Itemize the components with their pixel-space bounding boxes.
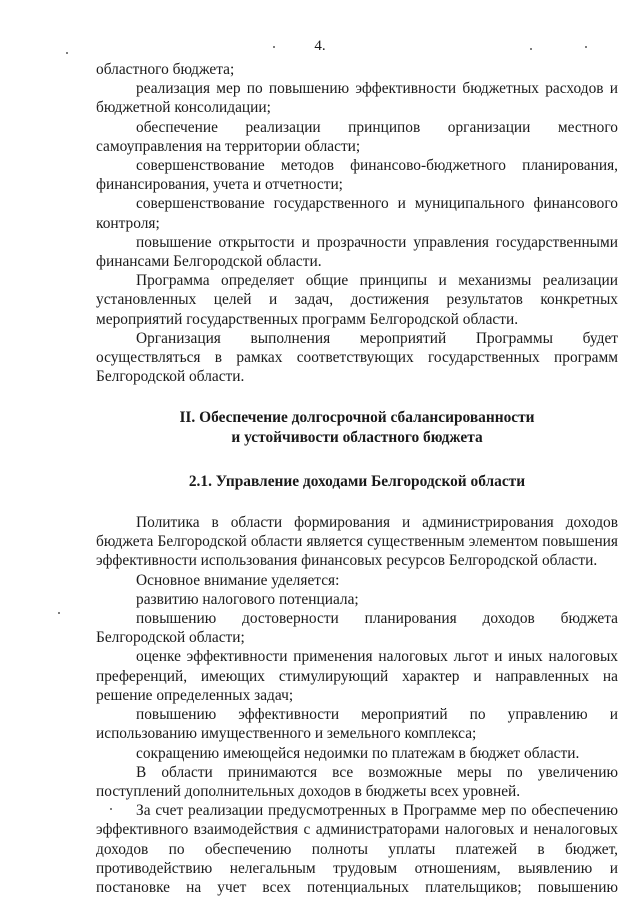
- scan-speck: [66, 52, 68, 54]
- section-heading-line-1: II. Обеспечение долгосрочной сбалансированности: [179, 409, 535, 427]
- intro-paragraph: повышение открытости и прозрачности управления государственными финансами Белгородской области.: [96, 233, 618, 271]
- section-heading-line-2: и устойчивости областного бюджета: [231, 428, 483, 446]
- intro-paragraph: совершенствование государственного и муниципального финансового контроля;: [96, 195, 618, 232]
- intro-paragraph: Программа определяет общие принципы и механизмы реализации установленных целей и задач, достижения результатов конкретных мероприятий государственных программ Белгородской области.: [96, 272, 618, 328]
- scan-speck: [273, 46, 275, 48]
- revenue-paragraph: сокращению имеющейся недоимки по платежам в бюджет области.: [136, 744, 580, 762]
- revenue-paragraph: развитию налогового потенциала;: [136, 590, 359, 608]
- scan-speck: [530, 48, 532, 50]
- revenue-paragraph: За счет реализации предусмотренных в Программе мер по обеспечению эффективного взаимодействия с администраторами налоговых и неналоговых доходов по обеспечению полноты уплаты платежей в бюджет, противодействию нелегальным трудовым отношениям, выявлению и постановке на учет всех потенциальных плательщиков; повышению: [96, 802, 618, 896]
- scan-speck: [58, 612, 60, 614]
- revenue-paragraph: Политика в области формирования и администрирования доходов бюджета Белгородской области является существенным элементом повышения эффективности использования финансовых ресурсов Белгородской области.: [96, 514, 618, 570]
- intro-paragraph: Организация выполнения мероприятий Программы будет осуществляться в рамках соответствующих государственных программ Белгородской области.: [96, 329, 618, 386]
- revenue-paragraph: повышению достоверности планирования доходов бюджета Белгородской области;: [96, 610, 618, 647]
- section-intro-text: [96, 60, 618, 386]
- revenue-paragraph: оценке эффективности применения налоговых льгот и иных налоговых преференций, имеющих стимулирующий характер и направленных на решение определенных задач;: [96, 648, 618, 704]
- page-number: 4.: [314, 38, 326, 54]
- revenue-paragraph: В области принимаются все возможные меры по увеличению поступлений дополнительных доходов в бюджеты всех уровней.: [96, 763, 618, 800]
- scan-speck: [110, 808, 112, 810]
- section-revenue-text: [96, 513, 618, 897]
- revenue-paragraph: Основное внимание уделяется:: [136, 571, 340, 589]
- intro-paragraph: реализация мер по повышению эффективности бюджетных расходов и бюджетной консолидации;: [96, 80, 618, 117]
- intro-paragraph: совершенствование методов финансово-бюджетного планирования, финансирования, учета и отчетности;: [96, 157, 618, 194]
- revenue-paragraph: повышению эффективности мероприятий по управлению и использованию имущественного и земельного комплекса;: [96, 706, 618, 743]
- intro-paragraph: обеспечение реализации принципов организации местного самоуправления на территории области;: [96, 118, 618, 155]
- document-body: [96, 60, 618, 897]
- section-heading: [96, 408, 618, 446]
- scan-speck: [585, 46, 587, 48]
- subsection-heading: 2.1. Управление доходами Белгородской области: [188, 472, 526, 490]
- intro-paragraph: областного бюджета;: [96, 61, 235, 78]
